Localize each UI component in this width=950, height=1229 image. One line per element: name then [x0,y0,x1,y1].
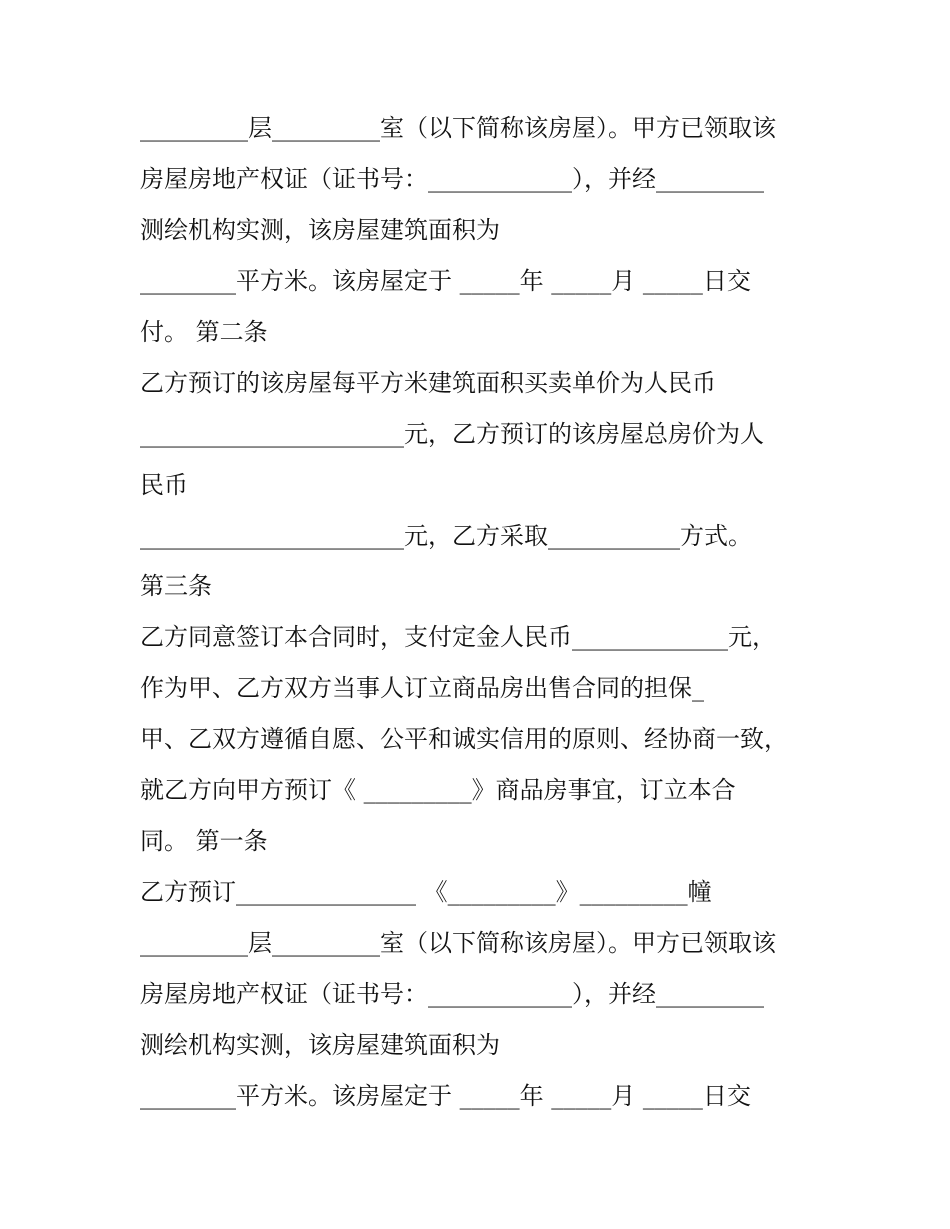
text-line: ______________________元，乙方预订的该房屋总房价为人 [140,420,764,448]
text-line: 房屋房地产权证（证书号：____________），并经_________ [140,980,764,1008]
text-line: 乙方预订的该房屋每平方米建筑面积买卖单价为人民币 [140,369,716,397]
text-line: 付。 第二条 [140,318,268,346]
text-line: 乙方预订_______________ 《_________》_________幢 [140,878,712,906]
text-line: ________平方米。该房屋定于 _____年 _____月 _____日交 [140,1082,751,1110]
text-line: 同。 第一条 [140,827,268,855]
text-line: ______________________元，乙方采取___________方式。 [140,522,752,550]
text-line: 乙方同意签订本合同时，支付定金人民币_____________元， [140,623,776,651]
text-line: ________平方米。该房屋定于 _____年 _____月 _____日交 [140,267,751,295]
text-line: 就乙方向甲方预订《 _________》商品房事宜，订立本合 [140,776,736,804]
text-line: 房屋房地产权证（证书号：____________），并经_________ [140,165,764,193]
text-line: 第三条 [140,572,212,600]
text-line: 作为甲、乙方双方当事人订立商品房出售合同的担保_ [140,674,704,702]
text-line: 民币 [140,471,188,499]
text-line: 甲、乙双方遵循自愿、公平和诚实信用的原则、经协商一致， [140,725,788,753]
text-line: _________层_________室（以下简称该房屋）。甲方已领取该 [140,114,776,142]
text-line: 测绘机构实测，该房屋建筑面积为 [140,216,500,244]
text-line: 测绘机构实测，该房屋建筑面积为 [140,1031,500,1059]
text-line: _________层_________室（以下简称该房屋）。甲方已领取该 [140,929,776,957]
